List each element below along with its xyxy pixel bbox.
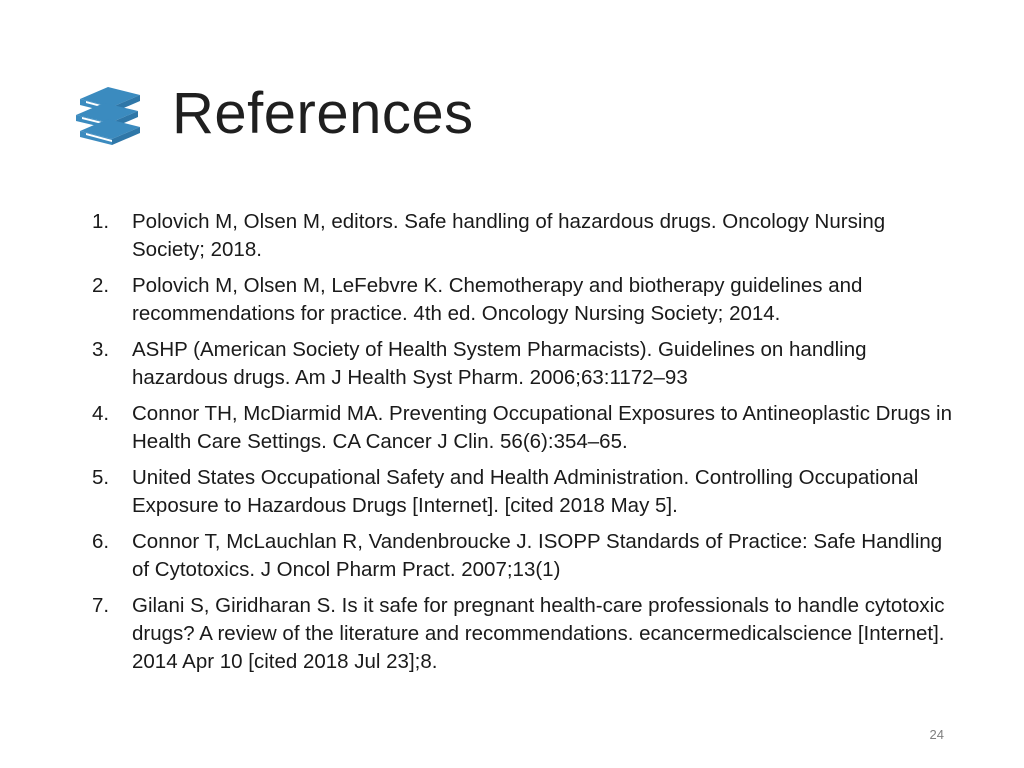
reference-number: 5. bbox=[92, 466, 110, 489]
reference-text: ASHP (American Society of Health System Pharmacists). Guidelines on handling hazardous drugs. Am J Health Syst Pharm. 2006;63:1172–93 bbox=[132, 338, 867, 389]
slide-title: References bbox=[172, 81, 474, 146]
reference-number: 4. bbox=[92, 402, 110, 425]
reference-item bbox=[92, 528, 952, 584]
title-row bbox=[74, 78, 474, 154]
reference-item bbox=[92, 464, 952, 520]
page-number: 24 bbox=[929, 727, 944, 742]
reference-item bbox=[92, 272, 952, 328]
reference-number: 2. bbox=[92, 274, 110, 297]
reference-item bbox=[92, 208, 952, 264]
reference-number: 6. bbox=[92, 530, 110, 553]
reference-text: United States Occupational Safety and Health Administration. Controlling Occupational Exposure to Hazardous Drugs [Internet]. [cited 2018 May 5]. bbox=[132, 466, 919, 517]
reference-item bbox=[92, 336, 952, 392]
reference-text: Connor TH, McDiarmid MA. Preventing Occupational Exposures to Antineoplastic Drugs in Health Care Settings. CA Cancer J Clin. 56(6):354–65. bbox=[132, 402, 952, 453]
references-list bbox=[92, 208, 952, 684]
reference-text: Gilani S, Giridharan S. Is it safe for pregnant health-care professionals to handle cytotoxic drugs? A review of the literature and recommendations. ecancermedicalscience [Internet]. 2014 Apr 10 [cited 2018 Jul 23];8. bbox=[132, 594, 945, 673]
reference-text: Polovich M, Olsen M, editors. Safe handling of hazardous drugs. Oncology Nursing Society; 2018. bbox=[132, 210, 886, 261]
reference-item bbox=[92, 400, 952, 456]
reference-text: Connor T, McLauchlan R, Vandenbroucke J. ISOPP Standards of Practice: Safe Handling of Cytotoxics. J Oncol Pharm Pract. 2007;13(1) bbox=[132, 530, 943, 581]
reference-number: 1. bbox=[92, 210, 110, 233]
reference-number: 7. bbox=[92, 594, 110, 617]
reference-number: 3. bbox=[92, 338, 110, 361]
reference-text: Polovich M, Olsen M, LeFebvre K. Chemotherapy and biotherapy guidelines and recommendations for practice. 4th ed. Oncology Nursing Society; 2014. bbox=[132, 274, 863, 325]
reference-item bbox=[92, 592, 952, 676]
books-stack-icon bbox=[74, 83, 144, 149]
